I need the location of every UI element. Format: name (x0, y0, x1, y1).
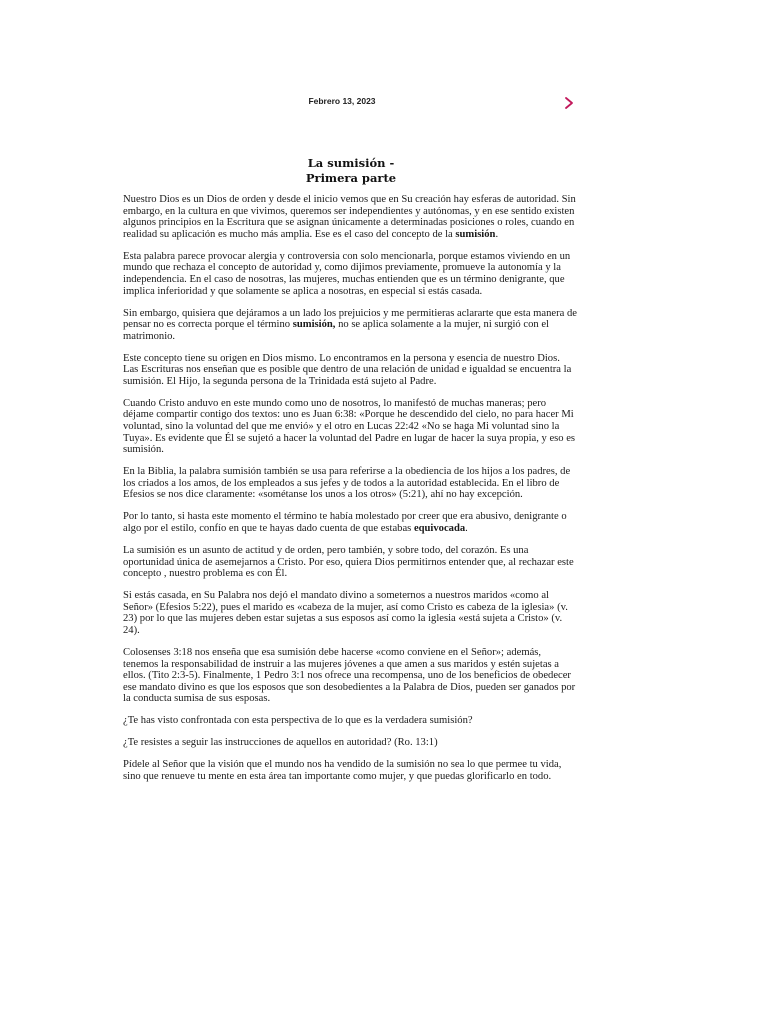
paragraph-11: Pídele al Señor que la visión que el mundo nos ha vendido de la sumisión no sea lo que permee tu vida, sino que renueve tu mente en esta área tan importante como mujer, y que puedas glorificarlo en todo. (123, 759, 562, 782)
paragraph-3: Sin embargo, quisiera que dejáramos a un lado los prejuicios y me permitieras aclararte que esta manera de pensar no es correcta porque el término sumisión, no se aplica solamente a la mujer, ni surgió con el matrimonio. (123, 307, 577, 342)
paragraph-9: Si estás casada, en Su Palabra nos dejó el mandato divino a someternos a nuestros maridos «como al Señor» (Efesios 5:22), pues el marido es «cabeza de la mujer, así como Cristo es cabeza de la iglesia» (v. 23) por lo que las mujeres deben estar sujetas a sus esposos así como la iglesia «está sujeta a Cristo» (v. 24). (123, 590, 568, 636)
paragraph-1: Nuestro Dios es un Dios de orden y desde el inicio vemos que en Su creación hay esferas de autoridad. Sin embargo, en la cultura en que vivimos, queremos ser independientes y autónomas, y en ese sentido existen algunos principios en la Escritura que se asignan únicamente a determinadas posiciones o roles, cuando en realidad su aplicación es mucho más amplia. Ese es el caso del concepto de la sumisión. (123, 194, 576, 240)
paragraph-6: En la Biblia, la palabra sumisión también se usa para referirse a la obediencia de los hijos a los padres, de los criados a los amos, de los empleados a sus jefes y de todos a la autoridad establecida. En el libro de Efesios se nos dice claramente: «sométanse los unos a los otros» (5:21), ahí no hay excepción. (123, 466, 571, 501)
question-2: ¿Te resistes a seguir las instrucciones de aquellos en autoridad? (Ro. 13:1) (123, 737, 438, 749)
paragraph-5: Cuando Cristo anduvo en este mundo como uno de nosotros, lo manifestó de muchas maneras; pero déjame compartir contigo dos textos: uno es Juan 6:38: «Porque he descendido del cielo, no para hacer Mi voluntad, sino la voluntad del que me envió» y el otro en Lucas 22:42 «No se haga Mi voluntad sino la Tuya». Es evidente que Él se sujetó a hacer la voluntad del Padre en lugar de hacer la suya propia, y eso es sumisión. (123, 397, 576, 456)
post-date: Febrero 13, 2023 (308, 96, 376, 106)
chevron-right-icon (562, 95, 576, 111)
title-line-2: Primera parte (305, 171, 397, 185)
emphasis-equivocada: equivocada (413, 523, 466, 534)
paragraph-8: La sumisión es un asunto de actitud y de orden, pero también, y sobre todo, del corazón. Es una oportunidad única de asemejarnos a Cristo. Por eso, quiera Dios permitirnos entender que, al rechazar este concepto , nuestro problema es con Él. (123, 544, 574, 580)
paragraph-10: Colosenses 3:18 nos enseña que esa sumisión debe hacerse «como conviene en el Señor»; además, tenemos la responsabilidad de instruir a las mujeres jóvenes a que amen a sus maridos y estén sujetas a ellos. (Tito 2:3-5). Finalmente, 1 Pedro 3:1 nos ofrece una recompensa, uno de los beneficios de obedecer ese mandato divino es que los esposos que son desobedientes a la Palabra de Dios, pueden ser ganados por la conducta sumisa de sus esposas. (123, 646, 576, 705)
next-post-button[interactable] (562, 95, 576, 111)
emphasis-sumision: sumisión (455, 228, 496, 240)
paragraph-2: Esta palabra parece provocar alergia y controversia con solo mencionarla, porque estamos viviendo en un mundo que rechaza el concepto de autoridad y, como dijimos previamente, promueve la autonomía y la independencia. En el caso de nosotras, las mujeres, muchas entienden que es un término denigrante, que implica inferioridad y que solamente se aplica a nosotras, en especial si estás casada. (123, 250, 571, 297)
paragraph-7: Por lo tanto, si hasta este momento el término te había molestado por creer que era abusivo, denigrante o algo por el estilo, confío en que te hayas dado cuenta de que estabas equivocada. (123, 511, 567, 534)
article-body (123, 194, 577, 793)
paragraph-4: Este concepto tiene su origen en Dios mismo. Lo encontramos en la persona y esencia de nuestro Dios. Las Escrituras nos enseñan que es posible que dentro de una relación de unidad e igualdad se encuentra la sumisión. El Hijo, la segunda persona de la Trinidada está sujeto al Padre. (123, 352, 572, 387)
question-1: ¿Te has visto confrontada con esta perspectiva de lo que es la verdadera sumisión? (123, 715, 473, 727)
article-title (0, 156, 702, 186)
title-line-1: La sumisión - (307, 156, 395, 170)
emphasis-sumision-2: sumisión, (292, 319, 336, 331)
